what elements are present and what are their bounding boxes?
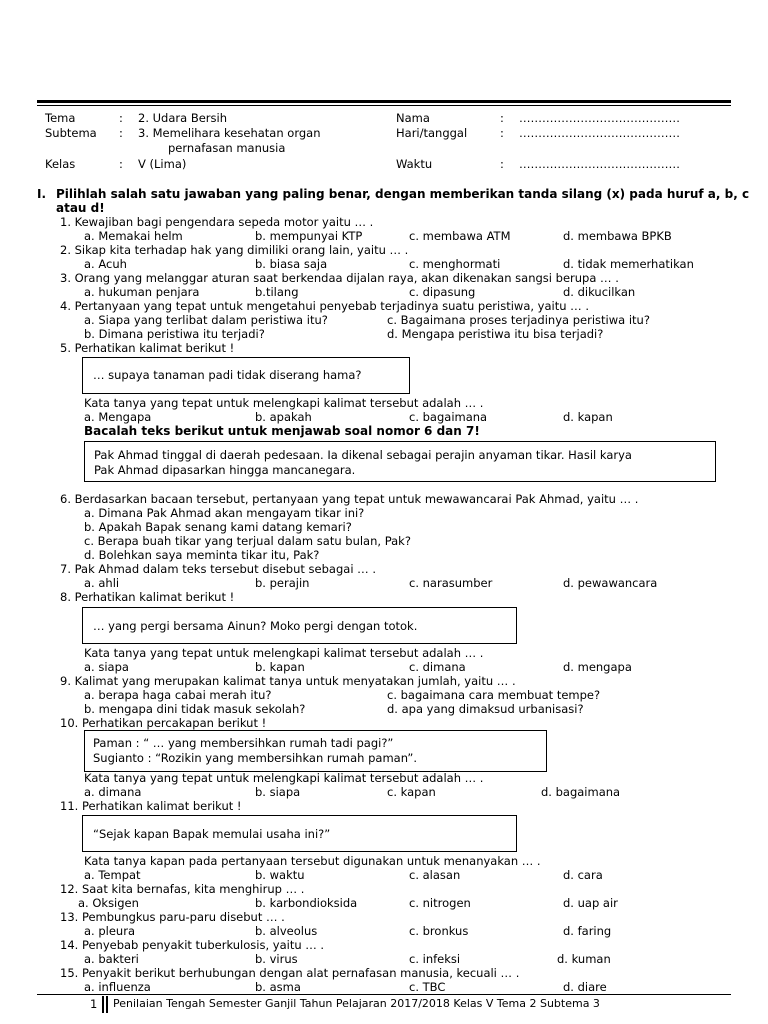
question-3: 3. Orang yang melanggar aturan saat berkendaa dijalan raya, akan dikenakan sangsi berupa … . — [60, 271, 619, 285]
passage-box — [84, 441, 716, 482]
option-13c[interactable]: c. bronkus — [409, 924, 469, 938]
option-12b[interactable]: b. karbondioksida — [255, 896, 358, 910]
footer-divider — [102, 996, 104, 1013]
option-2c[interactable]: c. menghormati — [409, 257, 501, 271]
option-10a[interactable]: a. dimana — [84, 785, 142, 799]
option-5d[interactable]: d. kapan — [563, 410, 613, 424]
option-1a[interactable]: a. Memakai helm — [84, 229, 183, 243]
footer-text: Penilaian Tengah Semester Ganjil Tahun Pelajaran 2017/2018 Kelas V Tema 2 Subtema 3 — [113, 997, 600, 1010]
option-7a[interactable]: a. ahli — [84, 576, 120, 590]
option-3a[interactable]: a. hukuman penjara — [84, 285, 200, 299]
option-11a[interactable]: a. Tempat — [84, 868, 141, 882]
option-4c[interactable]: c. Bagaimana proses terjadinya peristiwa itu? — [387, 313, 650, 327]
header-top-rule — [37, 100, 731, 103]
option-11c[interactable]: c. alasan — [409, 868, 461, 882]
footer-rule — [37, 994, 731, 995]
option-9c[interactable]: c. bagaimana cara membuat tempe? — [387, 688, 601, 702]
option-9b[interactable]: b. mengapa dini tidak masuk sekolah? — [84, 702, 306, 716]
question-4: 4. Pertanyaan yang tepat untuk mengetahui penyebab terjadinya suatu peristiwa, yaitu … . — [60, 299, 589, 313]
option-14b[interactable]: b. virus — [255, 952, 298, 966]
option-3c[interactable]: c. dipasung — [409, 285, 476, 299]
option-13d[interactable]: d. faring — [563, 924, 612, 938]
question-2: 2. Sikap kita terhadap hak yang dimiliki orang lain, yaitu … . — [60, 243, 409, 257]
option-6d[interactable]: d. Bolehkan saya meminta tikar itu, Pak? — [84, 548, 320, 562]
option-8d[interactable]: d. mengapa — [563, 660, 632, 674]
colon: : — [500, 157, 504, 171]
option-15b[interactable]: b. asma — [255, 980, 301, 994]
option-14c[interactable]: c. infeksi — [409, 952, 461, 966]
hari-label: Hari/tanggal — [396, 126, 468, 140]
option-1c[interactable]: c. membawa ATM — [409, 229, 511, 243]
quote-text-5: … supaya tanaman padi tidak diserang hama? — [93, 368, 362, 382]
tema-label: Tema — [45, 111, 76, 125]
footer-divider — [106, 996, 108, 1013]
option-2a[interactable]: a. Acuh — [84, 257, 127, 271]
option-12c[interactable]: c. nitrogen — [409, 896, 471, 910]
question-9: 9. Kalimat yang merupakan kalimat tanya untuk menyatakan jumlah, yaitu … . — [60, 674, 516, 688]
subtema-value-cont: pernafasan manusia — [168, 141, 286, 155]
option-13a[interactable]: a. pleura — [84, 924, 135, 938]
tema-value: 2. Udara Bersih — [138, 111, 227, 125]
quote-box-5 — [82, 357, 410, 394]
passage-line-1: Pak Ahmad tinggal di daerah pedesaan. Ia dikenal sebagai perajin anyaman tikar. Hasil karya — [94, 448, 632, 462]
passage-line-2: Pak Ahmad dipasarkan hingga mancanegara. — [94, 463, 356, 477]
option-9a[interactable]: a. berapa haga cabai merah itu? — [84, 688, 272, 702]
option-6a[interactable]: a. Dimana Pak Ahmad akan mengayam tikar ini? — [84, 506, 365, 520]
question-8: 8. Perhatikan kalimat berikut ! — [60, 590, 235, 604]
question-11: 11. Perhatikan kalimat berikut ! — [60, 799, 242, 813]
option-7c[interactable]: c. narasumber — [409, 576, 493, 590]
question-13: 13. Pembungkus paru-paru disebut … . — [60, 910, 285, 924]
question-12: 12. Saat kita bernafas, kita menghirup … . — [60, 882, 305, 896]
option-10b[interactable]: b. siapa — [255, 785, 301, 799]
option-3d[interactable]: d. dikucilkan — [563, 285, 636, 299]
waktu-blank[interactable]: …………………………………… — [519, 157, 680, 171]
colon: : — [119, 126, 123, 140]
option-10d[interactable]: d. bagaimana — [541, 785, 621, 799]
colon: : — [119, 111, 123, 125]
option-9d[interactable]: d. apa yang dimaksud urbanisasi? — [387, 702, 584, 716]
hari-blank[interactable]: …………………………………… — [519, 126, 680, 140]
option-14d[interactable]: d. kuman — [557, 952, 611, 966]
instruction-line-2: atau d! — [56, 201, 105, 215]
dialog-line-2: Sugianto : “Rozikin yang membersihkan rumah paman”. — [93, 751, 417, 765]
option-3b[interactable]: b.tilang — [255, 285, 299, 299]
quote-box-8 — [82, 607, 517, 644]
option-15d[interactable]: d. diare — [563, 980, 607, 994]
kelas-label: Kelas — [45, 157, 76, 171]
option-12d[interactable]: d. uap air — [563, 896, 618, 910]
option-15a[interactable]: a. influenza — [84, 980, 151, 994]
option-5b[interactable]: b. apakah — [255, 410, 312, 424]
subtema-value: 3. Memelihara kesehatan organ — [138, 126, 321, 140]
option-7b[interactable]: b. perajin — [255, 576, 310, 590]
option-2d[interactable]: d. tidak memerhatikan — [563, 257, 694, 271]
option-12a[interactable]: a. Oksigen — [78, 896, 139, 910]
instruction-line-1: Pilihlah salah satu jawaban yang paling benar, dengan memberikan tanda silang (x) pada huruf a, b, c — [56, 187, 750, 201]
option-1d[interactable]: d. membawa BPKB — [563, 229, 672, 243]
question-14: 14. Penyebab penyakit tuberkulosis, yaitu … . — [60, 938, 325, 952]
question-6: 6. Berdasarkan bacaan tersebut, pertanyaan yang tepat untuk mewawancarai Pak Ahmad, yaitu … . — [60, 492, 639, 506]
option-8b[interactable]: b. kapan — [255, 660, 305, 674]
option-4b[interactable]: b. Dimana peristiwa itu terjadi? — [84, 327, 265, 341]
colon: : — [500, 111, 504, 125]
waktu-label: Waktu — [396, 157, 433, 171]
reading-heading: Bacalah teks berikut untuk menjawab soal nomor 6 dan 7! — [84, 424, 480, 438]
dialog-line-1: Paman : “ … yang membersihkan rumah tadi pagi?” — [93, 736, 394, 750]
question-7: 7. Pak Ahmad dalam teks tersebut disebut sebagai … . — [60, 562, 376, 576]
colon: : — [500, 126, 504, 140]
question-10-stem: Kata tanya yang tepat untuk melengkapi kalimat tersebut adalah … . — [84, 771, 484, 785]
question-15: 15. Penyakit berikut berhubungan dengan alat pernafasan manusia, kecuali … . — [60, 966, 520, 980]
option-15c[interactable]: c. TBC — [409, 980, 446, 994]
option-10c[interactable]: c. kapan — [387, 785, 436, 799]
dialog-box-10 — [84, 730, 547, 772]
question-8-stem: Kata tanya yang tepat untuk melengkapi kalimat tersebut adalah … . — [84, 646, 484, 660]
option-4d[interactable]: d. Mengapa peristiwa itu bisa terjadi? — [387, 327, 604, 341]
option-4a[interactable]: a. Siapa yang terlibat dalam peristiwa itu? — [84, 313, 328, 327]
option-8c[interactable]: c. dimana — [409, 660, 466, 674]
option-13b[interactable]: b. alveolus — [255, 924, 318, 938]
nama-label: Nama — [396, 111, 430, 125]
page-number: 1 — [90, 997, 98, 1011]
question-5: 5. Perhatikan kalimat berikut ! — [60, 341, 235, 355]
question-10: 10. Perhatikan percakapan berikut ! — [60, 716, 267, 730]
option-11d[interactable]: d. cara — [563, 868, 603, 882]
option-5a[interactable]: a. Mengapa — [84, 410, 152, 424]
option-11b[interactable]: b. waktu — [255, 868, 305, 882]
subtema-label: Subtema — [45, 126, 97, 140]
quote-box-11 — [82, 815, 517, 852]
option-14a[interactable]: a. bakteri — [84, 952, 139, 966]
quote-text-8: … yang pergi bersama Ainun? Moko pergi dengan totok. — [93, 619, 418, 633]
section-number: I. — [37, 187, 47, 201]
kelas-value: V (Lima) — [138, 157, 187, 171]
option-6b[interactable]: b. Apakah Bapak senang kami datang kemari? — [84, 520, 352, 534]
nama-blank[interactable]: …………………………………… — [519, 111, 680, 125]
option-5c[interactable]: c. bagaimana — [409, 410, 488, 424]
option-7d[interactable]: d. pewawancara — [563, 576, 658, 590]
question-5-stem: Kata tanya yang tepat untuk melengkapi kalimat tersebut adalah … . — [84, 396, 484, 410]
option-6c[interactable]: c. Berapa buah tikar yang terjual dalam satu bulan, Pak? — [84, 534, 411, 548]
question-1: 1. Kewajiban bagi pengendara sepeda motor yaitu … . — [60, 215, 374, 229]
option-8a[interactable]: a. siapa — [84, 660, 129, 674]
colon: : — [119, 157, 123, 171]
option-2b[interactable]: b. biasa saja — [255, 257, 328, 271]
quote-text-11: “Sejak kapan Bapak memulai usaha ini?” — [93, 827, 331, 841]
question-11-stem: Kata tanya kapan pada pertanyaan tersebut digunakan untuk menanyakan … . — [84, 854, 541, 868]
header-bottom-rule — [37, 105, 731, 106]
option-1b[interactable]: b. mempunyai KTP — [255, 229, 363, 243]
